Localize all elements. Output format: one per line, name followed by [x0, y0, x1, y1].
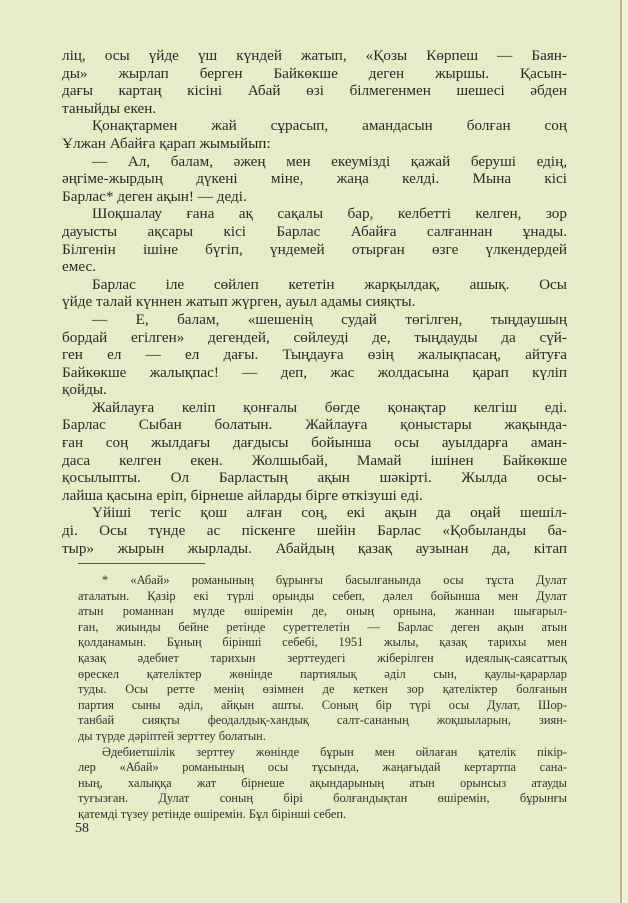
text-line: ды» жырлап берген Байкөкше деген жыршы. Қасын-: [62, 64, 567, 82]
text-line: Үйіші тегіс қош алған соң, екі ақын да оңай шешіл-: [92, 504, 567, 522]
footnote-line: атын романнан мүлде өшіремін де, оның орнына, жаннан шығарыл-: [78, 604, 567, 619]
page-number: 58: [75, 821, 89, 836]
text-line: дауысты ақсары кісі Барлас Абайға салғаннан ұнады.: [62, 222, 567, 240]
text-line: ліц, осы үйде үш күндей жатып, «Қозы Көрпеш — Баян-: [62, 47, 567, 64]
footnote-line: туды. Осы ретте менің өзімнен де кеткен зор қателіктер болғанын: [78, 682, 567, 697]
text-line: қойды.: [62, 381, 107, 399]
footnote-line: қатемді түзеу ретінде өшіремін. Бұл бірінші себеп.: [78, 806, 347, 821]
footnote-line: лер «Абай» романының осы тұсында, жаңағыдай кертартпа сана-: [78, 760, 567, 775]
text-line: әңгіме-жырдың дүкені міне, жаңа келді. Мына кісі: [62, 170, 567, 188]
text-line: Қонақтармен жай сұрасып, амандасын болған соң: [92, 117, 567, 135]
text-line: ген ел — ел дағы. Тыңдауға өзің жалықпасаң, айтуға: [62, 346, 567, 364]
text-line: Барлас іле сөйлеп кететін жарқылдақ, ашық. Осы: [92, 275, 567, 293]
footnote-line: * «Абай» романының бұрынғы басылғанында осы тұста Дулат: [102, 573, 567, 587]
footnote-text: [78, 573, 567, 823]
text-line: емес.: [62, 258, 97, 276]
text-line: таныйды екен.: [62, 99, 157, 117]
footnote-line: ған, жиынды бейне ретінде суреттелетін — Барлас деген ақын атын: [78, 619, 567, 634]
text-line: Жайлауға келіп қонғалы бөгде қонақтар келгіш еді.: [92, 398, 567, 416]
footnote-line: ды түрде дәріптей зерттеу болатын.: [78, 728, 266, 743]
text-line: Шоқшалау ғана ақ сақалы бар, келбетті келген, зор: [92, 205, 567, 223]
text-line: Барлас* деген ақын! — деді.: [62, 187, 247, 205]
footnote-line: қазақ әдебиет тарихын зерттеудегі жіберілген идеялық-саясаттық: [78, 650, 567, 665]
text-line: Білгенін ішіне бүгіп, үндемей отырған өзге үлкендердей: [62, 240, 567, 258]
footnote-line: танбай сияқты феодалдық-хандық салт-сананың жоқшыларын, зиян-: [78, 713, 567, 728]
text-line: тыр» жырын жырлады. Абайдың қазақ аузынан да, кітап: [62, 539, 567, 557]
text-line: дағы картаң кісіні Абай өзі білмегенмен шешесі әбден: [62, 82, 567, 100]
text-line: Барлас Сыбан болатын. Жайлауға қоныстары жақында-: [62, 416, 567, 434]
text-line: — Ал, балам, әжең мен екеумізді қажай беруші едің,: [92, 152, 567, 170]
text-line: ді. Осы түнде ас піскенге шейін Барлас «Қобыланды ба-: [62, 522, 567, 540]
text-line: бордай егілген» дегендей, сөйлеуді де, тыңдауды да сүй-: [62, 328, 567, 346]
footnote-line: аталатын. Қазір екі түрлі орынды себеп, дәлел бойынша мен Дулат: [78, 588, 567, 603]
footnote-line: ның, халыққа жат бірнеше ақындарының атын орынсыз атауды: [78, 775, 567, 790]
text-line: ған соң жылдағы дағдысы бойынша осы ауылдарға аман-: [62, 434, 567, 452]
main-text: [62, 47, 567, 557]
footnote-divider: [78, 563, 205, 564]
text-line: Байкөкше жалықпас! — деп, жас жолдасына қарап күліп: [62, 363, 567, 381]
text-line: Ұлжан Абайға қарап жымыйып:: [62, 134, 271, 152]
footnote-line: қолданамын. Бұның бірінші себебі, 1951 жылы, қазақ тарихы мен: [78, 635, 567, 650]
footnote-line: өрескел қателіктер жөнінде партиялық әділ сын, қаулы-қарарлар: [78, 666, 567, 681]
text-line: үйде талай күннен жатып жүрген, ауыл адамы сияқты.: [62, 293, 416, 311]
text-line: лайша қасына еріп, бірнеше айларды бірге өткізуші еді.: [62, 486, 423, 504]
text-line: — Е, балам, «шешенің судай төгілген, тыңдаушың: [92, 310, 567, 328]
footnote-line: туғызған. Дулат соның бірі болғандықтан өшіремін, бұрынғы: [78, 791, 567, 806]
footnote-line: Әдебиетшілік зерттеу жөнінде бұрын мен ойлаған қателік пікір-: [102, 744, 567, 759]
text-line: қосылыпты. Ол Барластың ақын шәкірті. Жылда осы-: [62, 469, 567, 487]
text-line: даса келген екен. Жолшыбай, Мамай ішінен Байкөкше: [62, 451, 567, 469]
footnote-line: партия сыны әділ, айқын ашты. Соның бір түрі осы Дулат, Шор-: [78, 697, 567, 712]
